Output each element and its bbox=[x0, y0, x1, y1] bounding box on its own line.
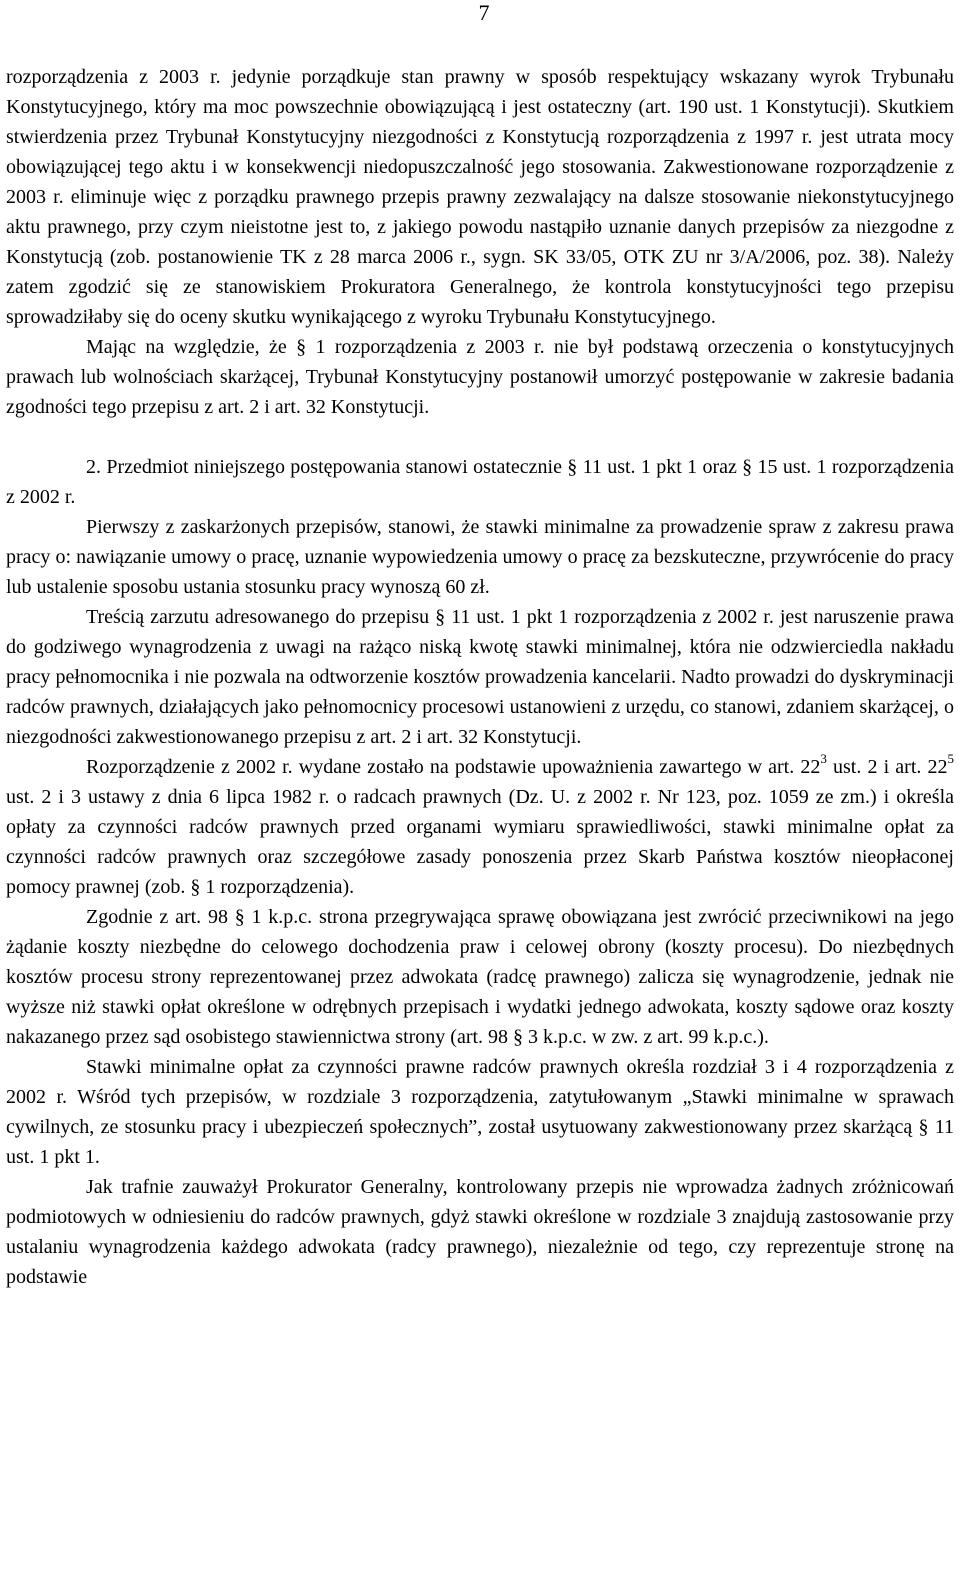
superscript-3: 3 bbox=[820, 751, 827, 767]
paragraph-6-text-b: ust. 2 i art. 22 bbox=[826, 756, 948, 778]
paragraph-9: Jak trafnie zauważył Prokurator Generalny, kontrolowany przepis nie wprowadza żadnych zróżnicowań podmiotowych w odniesieniu do radców prawnych, gdyż stawki określone w rozdziale 3 znajdują zastosowanie przy ustalaniu wynagrodzenia każdego adwokata (radcy prawnego), niezależnie od tego, czy reprezentuje stronę na podstawie bbox=[6, 1176, 954, 1288]
paragraph-2: Mając na względzie, że § 1 rozporządzenia z 2003 r. nie był podstawą orzeczenia o konstytucyjnych prawach lub wolnościach skarżącej, Trybunał Konstytucyjny postanowił umorzyć postępowanie w zakresie badania zgodności tego przepisu z art. 2 i art. 32 Konstytucji. bbox=[6, 336, 954, 418]
paragraph-6-text-c: ust. 2 i 3 ustawy z dnia 6 lipca 1982 r. o radcach prawnych (Dz. U. z 2002 r. Nr 123, poz. 1059 ze zm.) i określa opłaty za czynności radców prawnych przed organami wymiaru sprawiedliwości, stawki minimalne opłat za czynności radców prawnych oraz szczegółowe zasady ponoszenia przez Skarb Państwa kosztów nieopłaconej pomocy prawnej (zob. § 1 rozporządzenia). bbox=[6, 786, 954, 898]
document-body bbox=[6, 62, 954, 1292]
paragraph-7: Zgodnie z art. 98 § 1 k.p.c. strona przegrywająca sprawę obowiązana jest zwrócić przeciwnikowi na jego żądanie koszty niezbędne do celowego dochodzenia praw i celowej obrony (koszty procesu). Do niezbędnych kosztów procesu strony reprezentowanej przez adwokata (radcę prawnego) zalicza się wynagrodzenie, jednak nie wyższe niż stawki opłat określone w odrębnych przepisach i wydatki jednego adwokata, koszty sądowe oraz koszty nakazanego przez sąd osobistego stawiennictwa strony (art. 98 § 3 k.p.c. w zw. z art. 99 k.p.c.). bbox=[6, 906, 954, 1048]
paragraph-6-text-a: Rozporządzenie z 2002 r. wydane zostało na podstawie upoważnienia zawartego w art. 22 bbox=[86, 756, 821, 778]
superscript-5: 5 bbox=[947, 751, 954, 767]
paragraph-5: Treścią zarzutu adresowanego do przepisu § 11 ust. 1 pkt 1 rozporządzenia z 2002 r. jest naruszenie prawa do godziwego wynagrodzenia z uwagi na rażąco niską kwotę stawki minimalnej, która nie odzwierciedla nakładu pracy pełnomocnika i nie pozwala na odtworzenie kosztów prowadzenia kancelarii. Nadto prowadzi do dyskryminacji radców prawnych, działających jako pełnomocnicy procesowi ustanowieni z urzędu, co stanowi, zdaniem skarżącej, o niezgodności zakwestionowanego przepisu z art. 2 i art. 32 Konstytucji. bbox=[6, 606, 954, 748]
page-number: 7 bbox=[478, 0, 490, 25]
paragraph-8: Stawki minimalne opłat za czynności prawne radców prawnych określa rozdział 3 i 4 rozporządzenia z 2002 r. Wśród tych przepisów, w rozdziale 3 rozporządzenia, zatytułowanym „Stawki minimalne w sprawach cywilnych, ze stosunku pracy i ubezpieczeń społecznych”, został usytuowany zakwestionowany przez skarżącą § 11 ust. 1 pkt 1. bbox=[6, 1056, 954, 1168]
section-2-paragraph: 2. Przedmiot niniejszego postępowania stanowi ostatecznie § 11 ust. 1 pkt 1 oraz § 15 ust. 1 rozporządzenia z 2002 r. bbox=[6, 456, 954, 508]
paragraph-6 bbox=[6, 752, 954, 902]
paragraph-4: Pierwszy z zaskarżonych przepisów, stanowi, że stawki minimalne za prowadzenie spraw z zakresu prawa pracy o: nawiązanie umowy o pracę, uznanie wypowiedzenia umowy o pracę za bezskuteczne, przywrócenie do pracy lub ustalenie sposobu ustania stosunku pracy wynoszą 60 zł. bbox=[6, 516, 954, 598]
paragraph-1: rozporządzenia z 2003 r. jedynie porządkuje stan prawny w sposób respektujący wskazany wyrok Trybunału Konstytucyjnego, który ma moc powszechnie obowiązującą i jest ostateczny (art. 190 ust. 1 Konstytucji). Skutkiem stwierdzenia przez Trybunał Konstytucyjny niezgodności z Konstytucją rozporządzenia z 1997 r. jest utrata mocy obowiązującej tego aktu i w konsekwencji niedopuszczalność jego stosowania. Zakwestionowane rozporządzenie z 2003 r. eliminuje więc z porządku prawnego przepis prawny zezwalający na dalsze stosowanie niekonstytucyjnego aktu prawnego, przy czym nieistotne jest to, z jakiego powodu nastąpiło uznanie danych przepisów za niezgodne z Konstytucją (zob. postanowienie TK z 28 marca 2006 r., sygn. SK 33/05, OTK ZU nr 3/A/2006, poz. 38). Należy zatem zgodzić się ze stanowiskiem Prokuratora Generalnego, że kontrola konstytucyjności tego przepisu sprowadziłaby się do oceny skutku wynikającego z wyroku Trybunału Konstytucyjnego. bbox=[6, 66, 954, 328]
